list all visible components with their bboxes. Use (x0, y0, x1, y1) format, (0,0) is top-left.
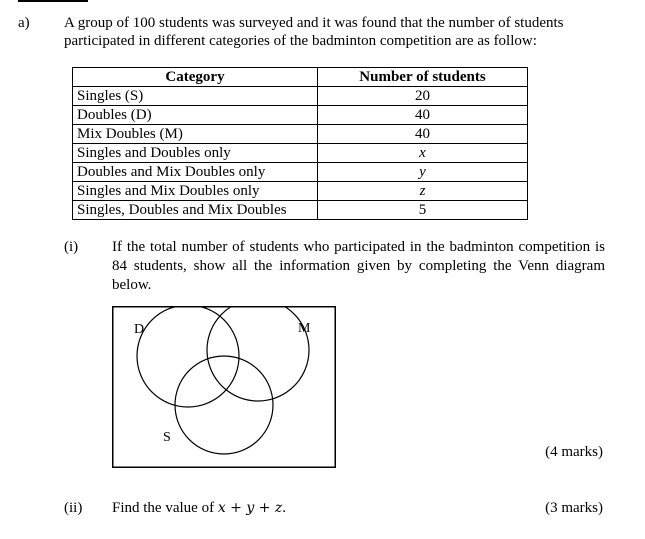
part-ii-expression: x + y + z (217, 500, 283, 516)
category-cell: Singles (S) (73, 87, 318, 106)
part-ii-prefix: Find the value of (112, 500, 218, 516)
table-row (73, 106, 528, 125)
header-category: Category (73, 68, 318, 87)
part-ii-suffix: . (282, 500, 287, 516)
value-cell: 40 (318, 125, 528, 144)
venn-label-d: D (134, 322, 145, 337)
question-label: a) (18, 15, 30, 31)
value-cell: 40 (318, 106, 528, 125)
value-cell: 5 (318, 201, 528, 220)
category-cell: Singles, Doubles and Mix Doubles (73, 201, 318, 220)
part-ii-label: (ii) (64, 500, 83, 516)
venn-circle-s (175, 356, 273, 454)
category-cell: Singles and Mix Doubles only (73, 182, 318, 201)
part-i-marks: (4 marks) (545, 444, 603, 460)
part-i-label: (i) (64, 239, 79, 255)
table-row (73, 201, 528, 220)
part-i-text: If the total number of students who participated in the badminton competition is 84 students, show all the information given by completing the Venn diagram below. (112, 239, 605, 293)
part-ii-text (112, 499, 286, 517)
table-row (73, 87, 528, 106)
table-row (73, 163, 528, 182)
value-cell: 20 (318, 87, 528, 106)
category-cell: Singles and Doubles only (73, 144, 318, 163)
venn-diagram (112, 306, 336, 468)
value-cell: x (318, 144, 528, 163)
category-cell: Doubles and Mix Doubles only (73, 163, 318, 182)
venn-label-s: S (163, 430, 171, 445)
part-ii-marks: (3 marks) (545, 500, 603, 516)
venn-circle-m (207, 306, 309, 401)
header-rule (18, 0, 88, 2)
table-row (73, 125, 528, 144)
category-table (72, 67, 528, 220)
value-cell: z (318, 182, 528, 201)
table-row (73, 144, 528, 163)
category-cell: Mix Doubles (M) (73, 125, 318, 144)
header-number: Number of students (318, 68, 528, 87)
question-intro: A group of 100 students was surveyed and it was found that the number of students participated in different categories of the badminton competition are as follow: (64, 15, 564, 49)
category-cell: Doubles (D) (73, 106, 318, 125)
table-header-row (73, 68, 528, 87)
venn-label-m: M (298, 321, 311, 336)
table-row (73, 182, 528, 201)
value-cell: y (318, 163, 528, 182)
